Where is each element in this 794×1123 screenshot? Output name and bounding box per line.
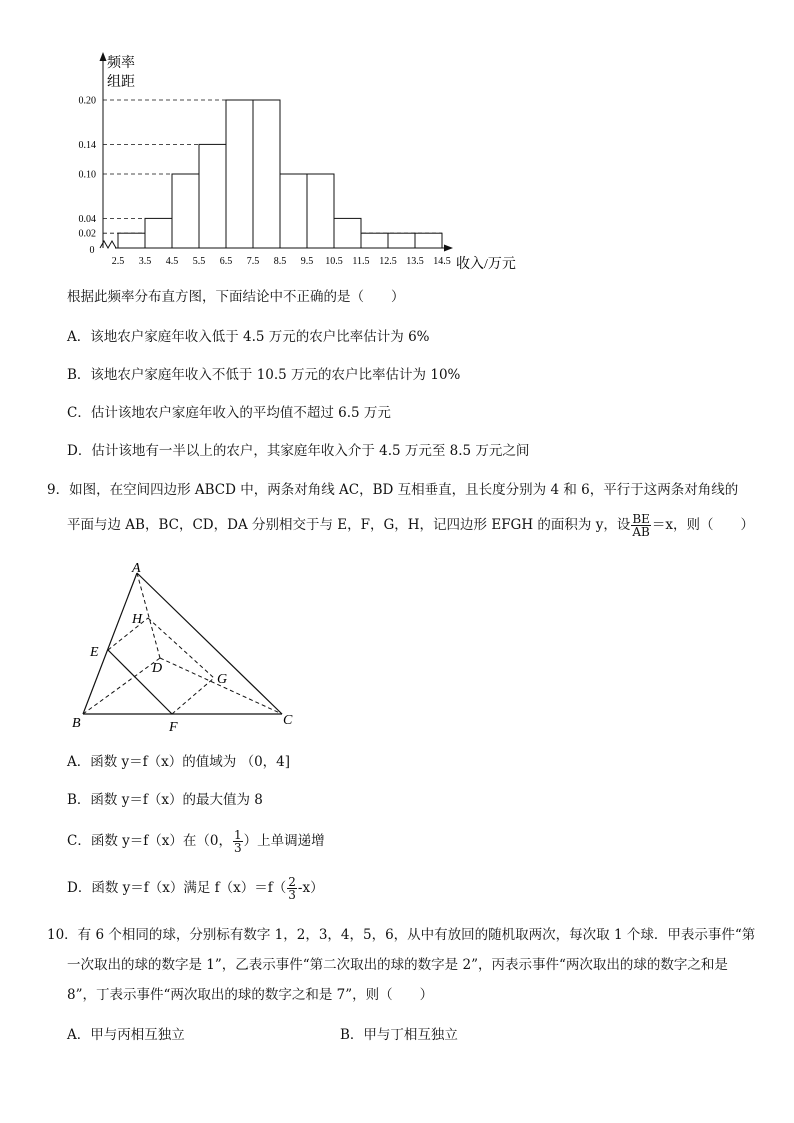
- y-tick-label-0: 0.20: [78, 95, 96, 107]
- x-tick-label-11: 13.5: [406, 256, 424, 267]
- q10-option-a: A．甲与丙相互独立: [67, 1027, 185, 1043]
- q9-option-b: B．函数 y＝f（x）的最大值为 8: [67, 792, 263, 808]
- label-d: D: [152, 661, 163, 676]
- q9-fraction: [631, 513, 651, 538]
- x-tick-label-0: 2.5: [111, 256, 125, 267]
- label-g: G: [217, 672, 228, 687]
- q9-option-d-den: 3: [288, 887, 296, 902]
- label-f: F: [169, 720, 178, 735]
- x-tick-label-2: 4.5: [165, 256, 179, 267]
- q9-option-d-num: 2: [288, 874, 296, 889]
- q9-stem-line1: 9．如图，在空间四边形 ABCD 中，两条对角线 AC，BD 互相垂直，且长度分别为 4 和 6，平行于这两条对角线的: [47, 482, 739, 498]
- q9-frac-den: AB: [632, 524, 650, 539]
- q8-option-c: C．估计该地农户家庭年收入的平均值不超过 6.5 万元: [67, 405, 391, 421]
- q9-option-c: [67, 824, 325, 858]
- q10-stem-line1: 10．有 6 个相同的球，分别标有数字 1，2，3，4，5，6，从中有放回的随机取两次，每次取 1 个球．甲表示事件“第: [47, 927, 756, 943]
- q9-option-c-num: 1: [233, 827, 242, 842]
- edge-ab: [83, 573, 137, 714]
- label-c: C: [283, 713, 293, 728]
- q9-frac-num: BE: [632, 511, 650, 526]
- histogram-bar-2: [172, 174, 199, 248]
- x-tick-label-1: 3.5: [138, 256, 152, 267]
- q8-option-a: A．该地农户家庭年收入低于 4.5 万元的农户比率估计为 6%: [67, 329, 430, 345]
- q9-option-c-fraction: [233, 829, 243, 854]
- histogram-bar-4: [226, 100, 253, 248]
- q10-stem-line2: 一次取出的球的数字是 1”，乙表示事件“第二次取出的球的数字是 2”，丙表示事件“两次取出的球的数字之和是: [67, 957, 728, 973]
- x-tick-label-3: 5.5: [192, 256, 206, 267]
- q10-stem-line3: 8”，丁表示事件“两次取出的球的数字之和是 7”，则（ ）: [67, 987, 434, 1003]
- y-axis-label-bottom: 组距: [107, 75, 135, 90]
- histogram-bar-8: [334, 218, 361, 248]
- x-tick-labels: [112, 256, 451, 267]
- q9-option-c-den: 3: [233, 840, 242, 855]
- y-tick-label-1: 0.14: [78, 139, 96, 151]
- x-tick-label-7: 9.5: [300, 256, 314, 267]
- label-a: A: [132, 561, 141, 576]
- y-tick-labels: [79, 96, 97, 240]
- label-b: B: [72, 716, 81, 731]
- histogram-chart: [0, 0, 560, 290]
- histogram-bar-9: [361, 233, 388, 248]
- histogram-bar-5: [253, 100, 280, 248]
- label-e: E: [90, 645, 99, 660]
- axis-break-mark: [100, 241, 116, 248]
- histogram-bar-0: [118, 233, 145, 248]
- histogram-bar-3: [199, 144, 226, 248]
- x-tick-label-4: 6.5: [219, 256, 233, 267]
- x-tick-label-6: 8.5: [273, 256, 287, 267]
- y-tick-label-3: 0.04: [78, 213, 96, 225]
- q9-line2-post: ＝x，则（ ）: [651, 517, 755, 533]
- q9-line2-pre: 平面与边 AB，BC，CD，DA 分别相交于与 E，F，G，H，记四边形 EFGH 的面积为 y，设: [67, 517, 631, 533]
- x-tick-label-10: 12.5: [379, 256, 397, 267]
- q9-option-c-post: ）上单调递增: [243, 833, 325, 849]
- q9-option-d: [67, 871, 324, 905]
- q9-option-c-pre: C．函数 y＝f（x）在（0，: [67, 833, 232, 849]
- y-tick-label-2: 0.10: [78, 169, 96, 181]
- histogram-bar-11: [415, 233, 442, 248]
- q9-option-d-post: -x）: [297, 880, 324, 896]
- histogram-bar-7: [307, 174, 334, 248]
- y-axis-label-top: 频率: [107, 56, 135, 71]
- q8-option-d: D．估计该地有一半以上的农户，其家庭年收入介于 4.5 万元至 8.5 万元之间: [67, 443, 530, 459]
- x-tick-label-8: 10.5: [325, 256, 343, 267]
- origin-label: 0: [89, 245, 95, 256]
- q9-option-d-fraction: [287, 876, 297, 901]
- edge-bd: [83, 658, 163, 714]
- q8-stem: 根据此频率分布直方图，下面结论中不正确的是（ ）: [67, 289, 405, 305]
- x-axis-arrow: [444, 245, 453, 252]
- x-tick-label-5: 7.5: [246, 256, 260, 267]
- q8-option-b: B．该地农户家庭年收入不低于 10.5 万元的农户比率估计为 10%: [67, 367, 461, 383]
- edge-ac: [137, 573, 282, 714]
- y-tick-label-4: 0.02: [78, 228, 96, 240]
- tetrahedron-figure: [60, 555, 310, 740]
- edge-fg: [172, 678, 214, 714]
- q9-option-a: A．函数 y＝f（x）的值域为 （0，4]: [67, 754, 291, 770]
- x-axis-label: 收入/万元: [456, 257, 516, 272]
- x-tick-label-9: 11.5: [352, 256, 370, 267]
- y-axis-arrow: [100, 52, 107, 61]
- q9-stem-line2: [67, 510, 754, 540]
- histogram-bar-6: [280, 174, 307, 248]
- x-tick-label-12: 14.5: [433, 256, 451, 267]
- histogram-bar-1: [145, 218, 172, 248]
- q9-option-d-pre: D．函数 y＝f（x）满足 f（x）＝f（: [67, 880, 287, 896]
- histogram-bar-10: [388, 233, 415, 248]
- label-h: H: [132, 612, 143, 627]
- q10-option-b: B．甲与丁相互独立: [340, 1027, 458, 1043]
